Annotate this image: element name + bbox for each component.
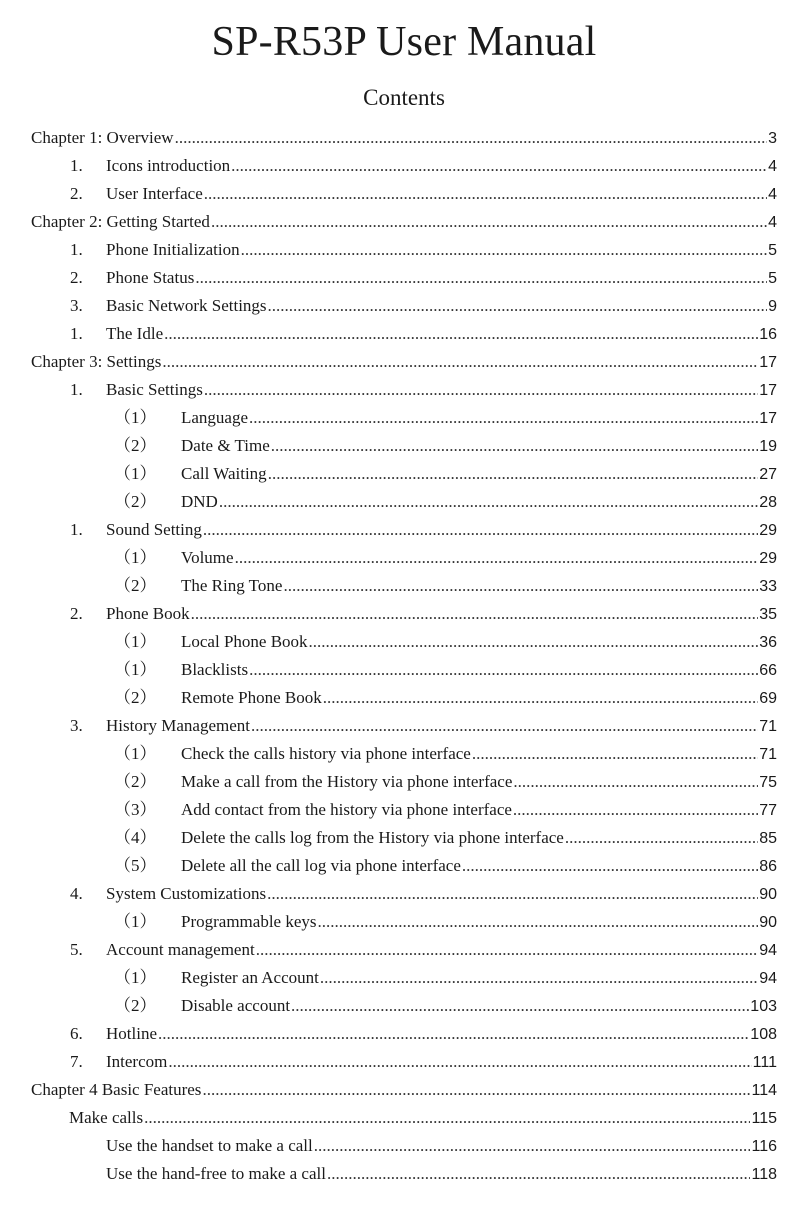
toc-entry-number: 3. [70,716,83,735]
toc-dot-leader [472,740,758,768]
toc-entry-title: Volume [181,548,234,567]
toc-entry-page-number: 90 [759,914,777,931]
toc-entry-page-number: 5 [768,270,777,287]
toc-entry-title: Account management [106,940,255,959]
toc-entry[interactable] [0,684,808,712]
toc-entry-title: System Customizations [106,884,267,903]
toc-entry-number: 2. [70,604,83,623]
toc-entry[interactable] [0,320,808,348]
toc-entry-number: （1） [114,968,157,987]
toc-dot-leader [235,544,759,572]
toc-entry-page-number: 71 [759,718,777,735]
toc-entry-title: Disable account [181,996,291,1015]
toc-entry-page-number: 17 [759,354,777,371]
toc-entry-title: Chapter 3: Settings [31,352,162,371]
toc-entry-title: Basic Settings [106,380,203,399]
toc-entry[interactable] [0,936,808,964]
toc-entry-number: （2） [114,772,157,791]
toc-dot-leader [175,124,768,152]
toc-entry-title: Make a call from the History via phone interface [181,772,513,791]
toc-entry[interactable] [0,460,808,488]
toc-dot-leader [309,628,759,656]
toc-dot-leader [513,796,758,824]
toc-dot-leader [195,264,767,292]
toc-entry-title: Language [181,408,249,427]
toc-entry-page-number: 35 [759,606,777,623]
toc-entry-title: Delete all the call log via phone interface [181,856,461,875]
toc-entry-page-number: 116 [751,1138,777,1155]
toc-entry-number: （1） [114,408,157,427]
toc-entry-page-number: 90 [759,886,777,903]
toc-dot-leader [202,1076,750,1104]
table-of-contents [0,124,808,1188]
toc-entry[interactable] [0,572,808,600]
toc-dot-leader [268,292,768,320]
toc-entry[interactable] [0,880,808,908]
toc-entry[interactable] [0,180,808,208]
toc-dot-leader [204,376,758,404]
toc-entry-title: Phone Initialization [106,240,240,259]
toc-entry-page-number: 77 [759,802,777,819]
toc-entry[interactable] [0,124,808,152]
toc-entry[interactable] [0,740,808,768]
toc-entry-page-number: 103 [750,998,777,1015]
toc-entry-number: 2. [70,184,83,203]
toc-entry-title: Local Phone Book [181,632,308,651]
toc-entry-number: 1. [70,380,83,399]
toc-entry-title: Check the calls history via phone interface [181,744,471,763]
toc-entry-page-number: 86 [759,858,777,875]
toc-entry-page-number: 3 [768,130,777,147]
toc-entry-number: 6. [70,1024,83,1043]
toc-entry-page-number: 29 [759,522,777,539]
toc-entry[interactable] [0,1048,808,1076]
toc-entry[interactable] [0,1104,808,1132]
toc-entry-page-number: 4 [768,186,777,203]
toc-entry[interactable] [0,516,808,544]
toc-entry-number: 5. [70,940,83,959]
toc-entry-page-number: 115 [751,1110,777,1127]
toc-entry[interactable] [0,376,808,404]
toc-entry-page-number: 36 [759,634,777,651]
toc-dot-leader [314,1132,751,1160]
toc-entry-page-number: 108 [750,1026,777,1043]
toc-entry[interactable] [0,964,808,992]
toc-entry-number: （2） [114,576,157,595]
toc-entry-page-number: 29 [759,550,777,567]
toc-entry-page-number: 71 [759,746,777,763]
toc-entry-number: （2） [114,436,157,455]
toc-entry-number: 4. [70,884,83,903]
toc-dot-leader [241,236,767,264]
toc-entry-page-number: 19 [759,438,777,455]
toc-entry-title: Date & Time [181,436,270,455]
toc-entry-page-number: 4 [768,214,777,231]
toc-dot-leader [565,824,758,852]
toc-dot-leader [203,516,758,544]
toc-entry-title: Phone Book [106,604,190,623]
toc-entry-page-number: 118 [751,1166,777,1183]
toc-dot-leader [231,152,767,180]
toc-entry[interactable] [0,292,808,320]
toc-entry-page-number: 94 [759,942,777,959]
toc-entry-title: Sound Setting [106,520,202,539]
toc-entry-number: （3） [114,800,157,819]
toc-entry-title: Call Waiting [181,464,267,483]
toc-entry[interactable] [0,1160,808,1188]
toc-dot-leader [320,964,758,992]
toc-entry[interactable] [0,712,808,740]
toc-entry[interactable] [0,432,808,460]
toc-entry[interactable] [0,236,808,264]
toc-entry-title: User Interface [106,184,203,203]
toc-entry[interactable] [0,600,808,628]
toc-dot-leader [164,320,758,348]
toc-entry-page-number: 69 [759,690,777,707]
toc-entry-number: （1） [114,548,157,567]
toc-dot-leader [291,992,749,1020]
toc-entry-number: （1） [114,632,157,651]
toc-entry-number: （4） [114,828,157,847]
toc-entry-page-number: 4 [768,158,777,175]
toc-entry-title: Phone Status [106,268,195,287]
toc-dot-leader [251,712,758,740]
toc-entry[interactable] [0,796,808,824]
toc-dot-leader [211,208,767,236]
toc-entry[interactable] [0,1076,808,1104]
toc-entry-page-number: 114 [751,1082,777,1099]
toc-entry[interactable] [0,1132,808,1160]
toc-entry-title: Icons introduction [106,156,231,175]
toc-entry-title: Add contact from the history via phone interface [181,800,512,819]
toc-entry-title: Hotline [106,1024,157,1043]
toc-entry-title: DND [181,492,218,511]
toc-entry-title: Basic Network Settings [106,296,267,315]
toc-entry-title: Chapter 2: Getting Started [31,212,210,231]
toc-entry-number: 1. [70,156,83,175]
toc-entry-title: Chapter 4 Basic Features [31,1080,202,1099]
toc-dot-leader [513,768,758,796]
toc-entry-page-number: 17 [759,382,777,399]
toc-entry[interactable] [0,852,808,880]
toc-entry-page-number: 111 [752,1054,777,1071]
toc-entry-title: Blacklists [181,660,249,679]
toc-entry-title: Use the hand-free to make a call [106,1164,326,1183]
toc-dot-leader [249,656,758,684]
toc-entry[interactable] [0,544,808,572]
toc-entry[interactable] [0,628,808,656]
toc-dot-leader [144,1104,750,1132]
toc-entry[interactable] [0,152,808,180]
toc-dot-leader [283,572,758,600]
document-title: SP-R53P User Manual [211,19,597,65]
toc-entry[interactable] [0,208,808,236]
toc-entry-number: （2） [114,996,157,1015]
toc-entry-title: Register an Account [181,968,319,987]
toc-dot-leader [267,880,758,908]
toc-dot-leader [191,600,759,628]
toc-dot-leader [268,460,759,488]
toc-entry-page-number: 28 [759,494,777,511]
toc-dot-leader [271,432,758,460]
toc-entry-page-number: 16 [759,326,777,343]
toc-entry-number: （2） [114,688,157,707]
toc-entry-title: Programmable keys [181,912,317,931]
toc-entry[interactable] [0,1020,808,1048]
toc-entry[interactable] [0,404,808,432]
toc-entry-page-number: 94 [759,970,777,987]
toc-entry-page-number: 75 [759,774,777,791]
toc-entry-title: Make calls [69,1108,144,1127]
toc-entry-title: History Management [106,716,250,735]
toc-dot-leader [462,852,758,880]
toc-entry-page-number: 5 [768,242,777,259]
toc-entry[interactable] [0,488,808,516]
toc-entry-number: 1. [70,324,83,343]
toc-entry-title: The Idle [106,324,164,343]
toc-entry-number: 7. [70,1052,83,1071]
toc-entry[interactable] [0,348,808,376]
toc-entry-number: （2） [114,492,157,511]
toc-entry-page-number: 85 [759,830,777,847]
toc-entry-number: 1. [70,240,83,259]
contents-heading: Contents [363,85,445,110]
toc-dot-leader [327,1160,751,1188]
toc-entry-title: Use the handset to make a call [106,1136,313,1155]
toc-entry-page-number: 9 [768,298,777,315]
toc-entry-number: （1） [114,912,157,931]
toc-entry[interactable] [0,264,808,292]
toc-dot-leader [204,180,767,208]
toc-entry-page-number: 27 [759,466,777,483]
toc-dot-leader [318,908,759,936]
toc-entry-number: （1） [114,744,157,763]
toc-entry-number: 2. [70,268,83,287]
toc-entry-title: Remote Phone Book [181,688,322,707]
toc-entry-page-number: 17 [759,410,777,427]
toc-entry-number: （1） [114,464,157,483]
toc-dot-leader [168,1048,751,1076]
toc-entry-number: 3. [70,296,83,315]
toc-dot-leader [219,488,758,516]
toc-dot-leader [249,404,758,432]
toc-entry-page-number: 66 [759,662,777,679]
toc-entry-page-number: 33 [759,578,777,595]
toc-entry-number: （1） [114,660,157,679]
toc-entry-title: Intercom [106,1052,168,1071]
toc-dot-leader [323,684,758,712]
toc-entry[interactable] [0,768,808,796]
toc-dot-leader [158,1020,749,1048]
toc-entry-number: 1. [70,520,83,539]
toc-entry[interactable] [0,824,808,852]
toc-entry[interactable] [0,992,808,1020]
toc-entry[interactable] [0,656,808,684]
toc-entry-number: （5） [114,856,157,875]
toc-dot-leader [256,936,759,964]
toc-entry-title: Delete the calls log from the History via phone interface [181,828,564,847]
toc-entry-title: Chapter 1: Overview [31,128,174,147]
toc-entry[interactable] [0,908,808,936]
toc-dot-leader [162,348,758,376]
toc-entry-title: The Ring Tone [181,576,283,595]
